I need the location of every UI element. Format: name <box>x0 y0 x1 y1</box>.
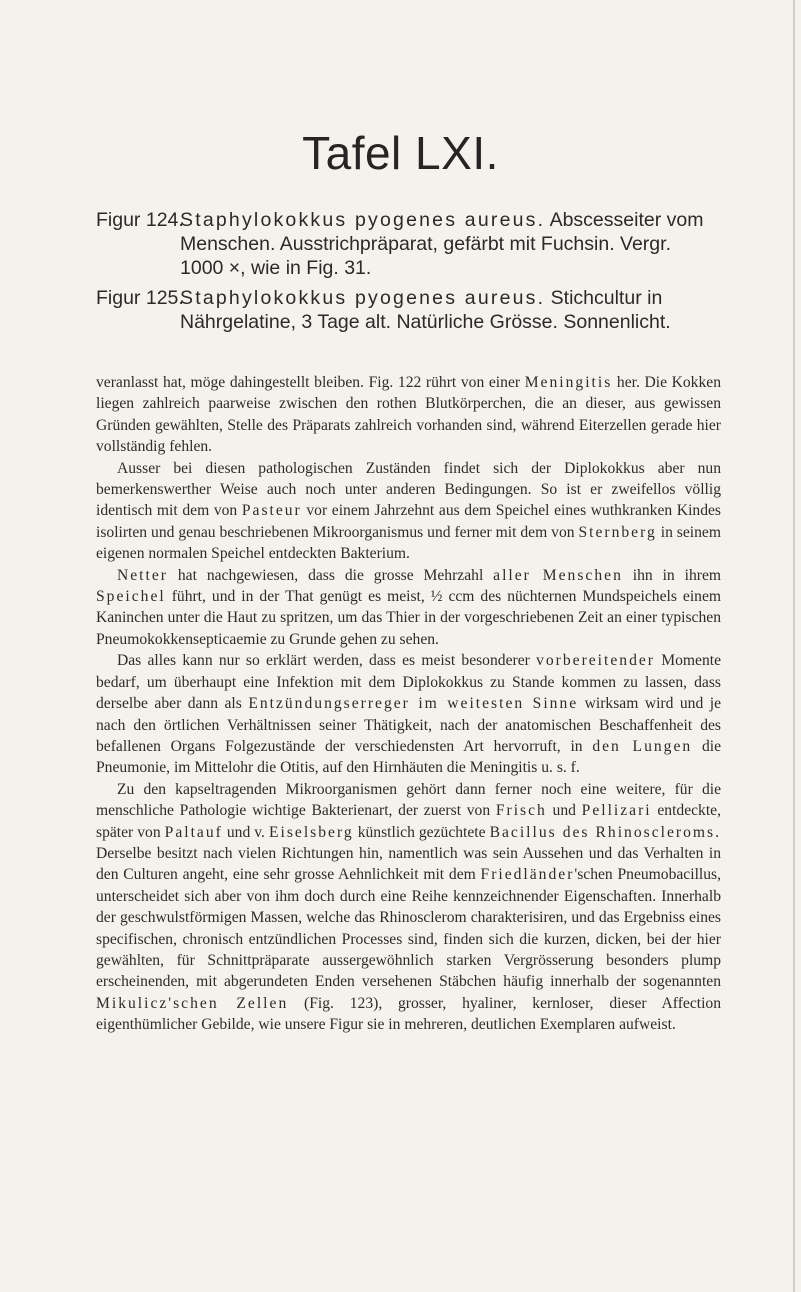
body-text <box>96 372 721 1036</box>
spaced-term: Netter <box>117 566 168 584</box>
figure-captions <box>96 208 716 340</box>
page-edge-shadow <box>793 0 795 1292</box>
text-run: und v. <box>222 823 269 841</box>
paragraph-3 <box>96 565 721 651</box>
spaced-term: Sternberg <box>578 523 657 541</box>
text-run: Ausser bei diesen pathologischen Zuständen findet sich der Diplokokkus aber nun bemerkenswerther Weise auch noch unter anderen Bedingungen. So ist er zweifellos völlig identisch mit dem von <box>96 459 721 520</box>
plate-title: Tafel LXI. <box>302 127 499 179</box>
text-run: her. Die Kokken liegen zahlreich paarweise zwischen den rothen Blutkörperchen, die an dieser, aus gewissen Gründen gewählten, Stelle des Präparats zahlreich vorhanden sind, während Eiterzellen gerade hier vollständig fehlen. <box>96 374 721 456</box>
spaced-term: vorbereitender <box>536 652 655 670</box>
text-run: künstlich gezüchtete <box>353 823 490 841</box>
text-run: veranlasst hat, möge dahingestellt bleiben. Fig. 122 rührt von einer <box>96 374 525 391</box>
text-run: Derselbe besitzt nach vielen Richtungen hin, namentlich was sein Aussehen und das Verhalten in den Culturen angeht, eine sehr grosse Aehnlichkeit mit dem <box>96 844 721 884</box>
spaced-term: Meningitis <box>524 374 613 391</box>
text-run: 'schen Pneumobacillus, unterscheidet sich aber von ihm doch durch eine Reihe kennzeichnender Eigenschaften. Innerhalb der geschwulstförmigen Massen, welche das Rhinosclerom charakterisiren, und das Ergebniss eines specifischen, chronisch entzündlichen Processes sind, finden sich die kurzen, dicken, bei der hier gewählten, für Schnittpräparate aussergewöhnlich starken Vergrösserung besonders plump erscheinenden, mit abgerundeten Enden versehenen Stäbchen häufig innerhalb der sogenannten <box>96 866 721 991</box>
paragraph-1 <box>96 372 721 458</box>
caption-label: Figur 125. <box>96 287 184 309</box>
caption-figure-124 <box>96 208 716 280</box>
text-run: vor einem Jahrzehnt aus dem Speichel eines wuthkranken Kindes isolirten und genau beschriebenen Mikroorganismus und ferner mit dem von <box>96 502 721 541</box>
text-run: führt, und in der That genügt es meist, ½ ccm des nüchternen Mundspeichels einem Kaninchen unter die Haut zu spritzen, um das Thier in der vorgeschriebenen Zeit an einer typischen Pneumokokkensepticaemie zu Grunde gehen zu sehen. <box>96 588 721 648</box>
spaced-term: Pellizari <box>581 802 652 820</box>
text-run: in seinem eigenen normalen Speichel entdeckten Bakterium. <box>96 523 721 563</box>
text-run: Zu den kapseltragenden Mikroorganismen gehört dann ferner noch eine weitere, für die menschliche Pathologie wichtige Bakterienart, der zuerst von <box>96 780 721 820</box>
spaced-term: Speichel <box>96 588 166 606</box>
spaced-term: aller Menschen <box>493 566 623 584</box>
spaced-term: Eiselsberg <box>268 823 354 841</box>
spaced-term: den Lungen <box>592 737 693 755</box>
text-run: (Fig. 123), grosser, hyaliner, kernloser, dieser Affection eigenthümlicher Gebilde, wie unsere Figur sie in mehreren, deutlichen Exemplaren aufweist. <box>96 994 721 1034</box>
caption-description: Stichcultur in Nährgelatine, 3 Tage alt. Natürliche Grösse. Sonnenlicht. <box>180 287 671 333</box>
spaced-term: Friedländer <box>480 866 575 884</box>
text-run: ihn in ihrem <box>622 566 722 584</box>
text-run: Momente bedarf, um überhaupt eine Infektion mit dem Diplokokkus zu Stande kommen zu lassen, dass derselbe aber dann als <box>96 652 721 713</box>
spaced-term: Bacillus des Rhinoscleroms. <box>489 823 721 841</box>
text-run: und <box>546 802 582 820</box>
paragraph-2 <box>96 458 721 565</box>
caption-organism: Staphylokokkus pyogenes aureus. <box>180 287 546 309</box>
spaced-term: Pasteur <box>241 502 302 520</box>
text-run: Das alles kann nur so erklärt werden, dass es meist besonderer <box>117 652 537 670</box>
caption-text <box>180 286 716 334</box>
text-run: wirksam wird und je nach den örtlichen Verhältnissen seiner Thätigkeit, nach der anatomischen Beschaffenheit des befallenen Organs Folgezustände der verschiedensten Art hervorruft, in <box>96 695 721 755</box>
paragraph-5 <box>96 779 721 1036</box>
spaced-term: Paltauf <box>164 823 223 841</box>
spaced-term: Frisch <box>495 802 547 820</box>
paragraph-4 <box>96 650 721 778</box>
caption-text <box>180 208 716 280</box>
text-run: hat nachgewiesen, dass die grosse Mehrzahl <box>167 566 494 584</box>
caption-label: Figur 124. <box>96 209 184 231</box>
caption-description: Abscesseiter vom Menschen. Ausstrichpräparat, gefärbt mit Fuchsin. Vergr. 1000 ×, wie in Fig. 31. <box>180 209 704 279</box>
spaced-term: Entzündungserreger im weitesten Sinne <box>248 695 579 713</box>
text-run: entdeckte, später von <box>96 802 721 841</box>
caption-figure-125 <box>96 286 716 334</box>
caption-organism: Staphylokokkus pyogenes aureus. <box>180 209 546 231</box>
text-run: die Pneumonie, im Mittelohr die Otitis, auf den Hirnhäuten die Meningitis u. s. f. <box>96 737 721 777</box>
spaced-term: Mikulicz'schen Zellen <box>96 994 289 1012</box>
